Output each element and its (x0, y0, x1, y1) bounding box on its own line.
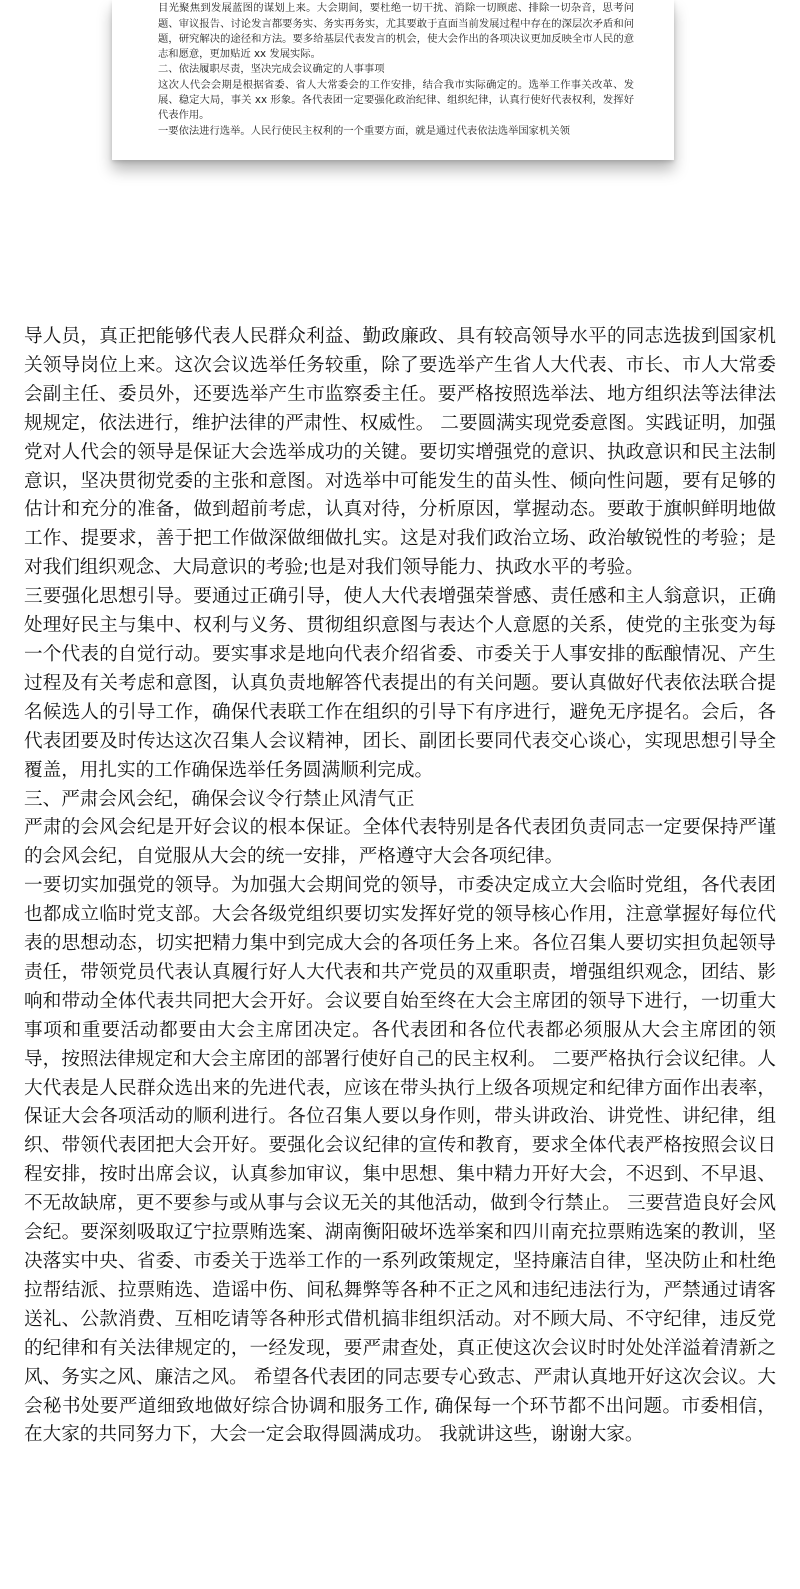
preview-heading: 二、依法履职尽责，坚决完成会议确定的人事事项 (158, 63, 385, 76)
body-paragraph: 三要强化思想引导。要通过正确引导，使人大代表增强荣誉感、责任感和主人翁意识，正确处理好民主与集中、权利与义务、贯彻组织意图与表达个人意愿的关系，使党的主张变为每一个代表的自觉行动。要实事求是地向代表介绍省委、市委关于人事安排的酝酿情况、产生过程及有关考虑和意图，认真负责地解答代表提出的有关问题。要认真做好代表依法联合提名候选人的引导工作，确保代表联工作在组织的引导下有序进行，避免无序提名。会后，各代表团要及时传达这次召集人会议精神，团长、副团长要同代表交心谈心，实现思想引导全覆盖，用扎实的工作确保选举任务圆满顺利完成。 (24, 586, 776, 781)
body-paragraph: 一要切实加强党的领导。为加强大会期间党的领导，市委决定成立大会临时党组，各代表团也都成立临时党支部。大会各级党组织要切实发挥好党的领导核心作用，注意掌握好每位代表的思想动态，切实把精力集中到完成大会的各项任务上来。各位召集人要切实担负起领导责任，带领党员代表认真履行好人大代表和共产党员的双重职责，增强组织观念，团结、影响和带动全体代表共同把大会开好。会议要自始至终在大会主席团的领导下进行，一切重大事项和重要活动都要由大会主席团决定。各代表团和各位代表都必须服从大会主席团的领导，按照法律规定和大会主席团的部署行使好自己的民主权利。 二要严格执行会议纪律。人大代表是人民群众选出来的先进代表，应该在带头执行上级各项规定和纪律方面作出表率，保证大会各项活动的顺利进行。各位召集人要以身作则，带头讲政治、讲党性、讲纪律，组织、带领代表团把大会开好。要强化会议纪律的宣传和教育，要求全体代表严格按照会议日程安排，按时出席会议，认真参加审议，集中思想、集中精力开好大会，不迟到、不早退、不无故缺席，更不要参与或从事与会议无关的其他活动，做到令行禁止。 三要营造良好会风会纪。要深刻吸取辽宁拉票贿选案、湖南衡阳破坏选举案和四川南充拉票贿选案的教训，坚决落实中央、省委、市委关于选举工作的一系列政策规定，坚持廉洁自律，坚决防止和杜绝拉帮结派、拉票贿选、造谣中伤、间私舞弊等各种不正之风和违纪违法行为，严禁通过请客送礼、公款消费、互相吃请等各种形式借机搞非组织活动。对不顾大局、不守纪律，违反党的纪律和有关法律规定的，一经发现，要严肃查处，真正使这次会议时时处处洋溢着清新之风、务实之风、廉洁之风。 希望各代表团的同志要专心致志、严肃认真地开好这次会议。大会秘书处要严道细致地做好综合协调和服务工作, 确保每一个环节都不出问题。市委相信，在大家的共同努力下，大会一定会取得圆满成功。 我就讲这些，谢谢大家。 (24, 875, 776, 1446)
section-heading: 三、严肃会风会纪，确保会议令行禁止风清气正 (24, 788, 415, 810)
body-paragraph: 严肃的会风会纪是开好会议的根本保证。全体代表特别是各代表团负责同志一定要保持严谨的会风会纪，自觉服从大会的统一安排，严格遵守大会各项纪律。 (24, 817, 776, 868)
document-preview-card (112, 0, 674, 160)
preview-paragraph: 一要依法进行选举。人民行使民主权利的一个重要方面，就是通过代表依法选举国家机关领 (158, 124, 570, 137)
document-body (24, 323, 776, 1450)
preview-paragraph: 这次人代会会期是根据省委、省人大常委会的工作安排，结合我市实际确定的。选举工作事关改革、发展、稳定大局，事关 xx 形象。各代表团一定要强化政治纪律、组织纪律，认真行使好代表权利，发挥好代表作用。 (158, 78, 634, 122)
body-paragraph: 导人员，真正把能够代表人民群众利益、勤政廉政、具有较高领导水平的同志选拔到国家机关领导岗位上来。这次会议选举任务较重，除了要选举产生省人大代表、市长、市人大常委会副主任、委员外，还要选举产生市监察委主任。要严格按照选举法、地方组织法等法律法规规定，依法进行，维护法律的严肃性、权威性。 二要圆满实现党委意图。实践证明，加强党对人代会的领导是保证大会选举成功的关键。要切实增强党的意识、执政意识和民主法制意识，坚决贯彻党委的主张和意图。对选举中可能发生的苗头性、倾向性问题，要有足够的估计和充分的准备，做到超前考虑，认真对待，分析原因，掌握动态。要敢于旗帜鲜明地做工作、提要求，善于把工作做深做细做扎实。这是对我们政治立场、政治敏锐性的考验；是对我们组织观念、大局意识的考验;也是对我们领导能力、执政水平的考验。 (24, 326, 776, 579)
preview-paragraph: 目光聚焦到发展蓝图的谋划上来。大会期间，要杜绝一切干扰、消除一切顾虑、排除一切杂音，思考问题、审议报告、讨论发言都要务实、务实再务实，尤其要敢于直面当前发展过程中存在的深层次矛盾和问题，研究解决的途径和方法。要多给基层代表发言的机会，使大会作出的各项决议更加反映全市人民的意志和愿意，更加贴近 xx 发展实际。 (158, 2, 634, 61)
preview-text (158, 0, 634, 139)
